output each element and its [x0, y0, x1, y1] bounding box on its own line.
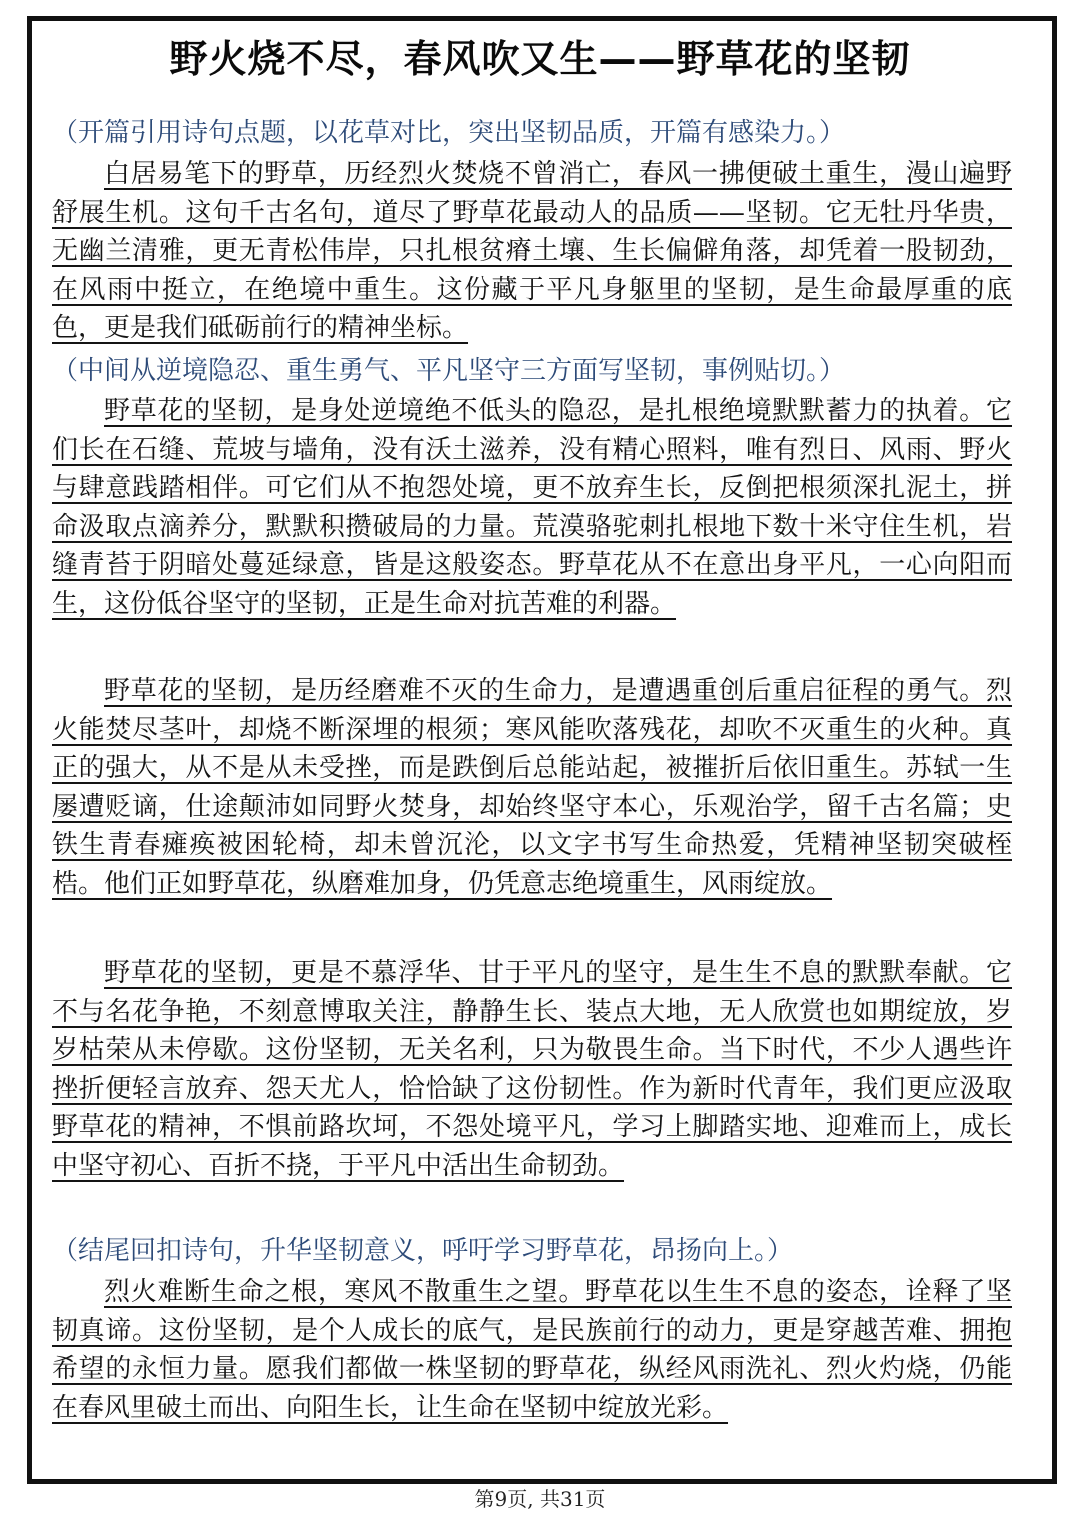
annotation-text: （开篇引用诗句点题，以花草对比，突出坚韧品质，开篇有感染力。）	[52, 118, 846, 148]
annotation-text: （中间从逆境隐忍、重生勇气、平凡坚守三方面写坚韧，事例贴切。）	[52, 356, 846, 386]
paragraph-text: 野草花的坚韧，更是不慕浮华、甘于平凡的坚守，是生生不息的默默奉献。它不与名花争艳，不刻意博取关注，静静生长、装点大地，无人欣赏也如期绽放，岁岁枯荣从未停歇。这份坚韧，无关名利，只为敬畏生命。当下时代，不少人遇些许挫折便轻言放弃、怨天尤人，恰恰缺了这份韧性。作为新时代青年，我们更应汲取野草花的精神，不惧前路坎坷，不怨处境平凡，学习上脚踏实地、迎难而上，成长中坚守初心、百折不挠，于平凡中活出生命韧劲。	[52, 958, 1012, 1181]
paragraph-conclusion	[52, 1273, 1012, 1427]
essay-title: 野火烧不尽，春风吹又生——野草花的坚韧	[169, 37, 911, 81]
paragraph-text: 野草花的坚韧，是身处逆境绝不低头的隐忍，是扎根绝境默默蓄力的执着。它们长在石缝、荒坡与墙角，没有沃土滋养，没有精心照料，唯有烈日、风雨、野火与肆意践踏相伴。可它们从不抱怨处境，更不放弃生长，反倒把根须深扎泥土，拼命汲取点滴养分，默默积攒破局的力量。荒漠骆驼刺扎根地下数十米守住生机，岩缝青苔于阴暗处蔓延绿意，皆是这般姿态。野草花从不在意出身平凡，一心向阳而生，这份低谷坚守的坚韧，正是生命对抗苦难的利器。	[52, 396, 1012, 619]
page-number: 第9页, 共31页	[474, 1487, 606, 1511]
paragraph-intro	[52, 155, 1012, 348]
annotation-text: （结尾回扣诗句，升华坚韧意义，呼吁学习野草花，昂扬向上。）	[52, 1236, 794, 1266]
paragraph-text: 野草花的坚韧，是历经磨难不灭的生命力，是遭遇重创后重启征程的勇气。烈火能焚尽茎叶，却烧不断深埋的根须；寒风能吹落残花，却吹不灭重生的火种。真正的强大，从不是从未受挫，而是跌倒后总能站起，被摧折后依旧重生。苏轼一生屡遭贬谪，仕途颠沛如同野火焚身，却始终坚守本心，乐观治学，留千古名篇；史铁生青春瘫痪被困轮椅，却未曾沉沦，以文字书写生命热爱，凭精神坚韧突破桎梏。他们正如野草花，纵磨难加身，仍凭意志绝境重生，风雨绽放。	[52, 676, 1012, 899]
paragraph-text: 白居易笔下的野草，历经烈火焚烧不曾消亡，春风一拂便破土重生，漫山遍野舒展生机。这句千古名句，道尽了野草花最动人的品质——坚韧。它无牡丹华贵，无幽兰清雅，更无青松伟岸，只扎根贫瘠土壤、生长偏僻角落，却凭着一股韧劲，在风雨中挺立，在绝境中重生。这份藏于平凡身躯里的坚韧，是生命最厚重的底色，更是我们砥砺前行的精神坐标。	[52, 159, 1012, 343]
annotation-opening	[52, 114, 1012, 152]
paragraph-text: 烈火难断生命之根，寒风不散重生之望。野草花以生生不息的姿态，诠释了坚韧真谛。这份坚韧，是个人成长的底气，是民族前行的动力，更是穿越苦难、拥抱希望的永恒力量。愿我们都做一株坚韧的野草花，纵经风雨洗礼、烈火灼烧，仍能在春风里破土而出、向阳生长，让生命在坚韧中绽放光彩。	[52, 1277, 1012, 1423]
paragraph-persistence	[52, 954, 1012, 1185]
annotation-middle	[52, 352, 1012, 390]
paragraph-adversity	[52, 392, 1012, 623]
paragraph-rebirth	[52, 672, 1012, 903]
annotation-ending	[52, 1232, 1012, 1270]
